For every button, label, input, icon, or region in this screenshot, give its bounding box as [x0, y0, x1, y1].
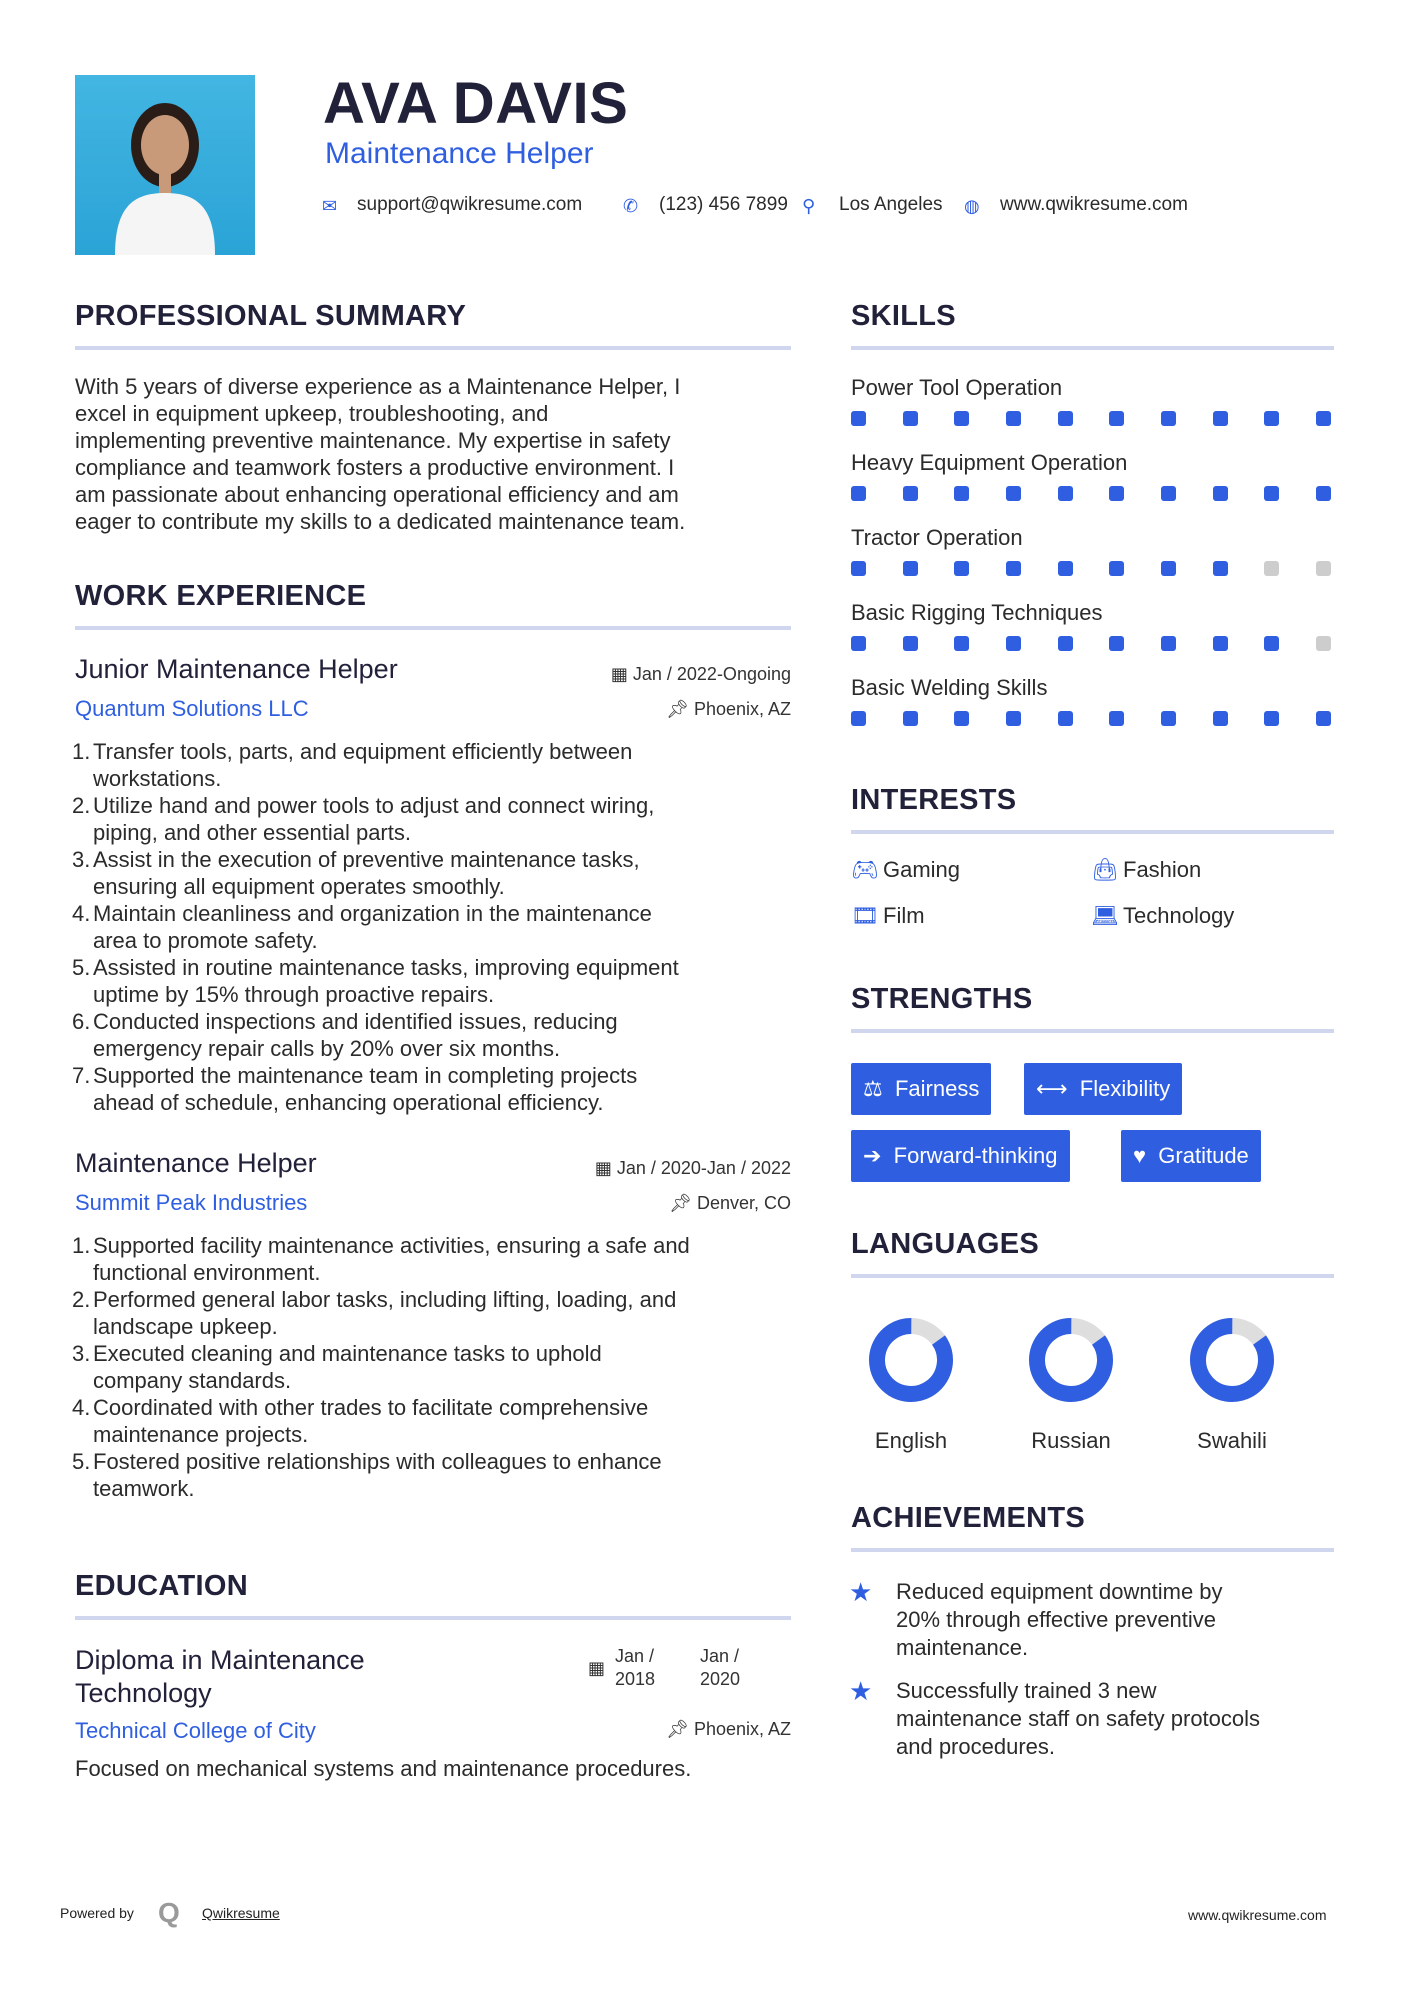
skill-level-dots	[851, 411, 1331, 426]
skill-level-dot	[1264, 561, 1279, 576]
globe-icon: ◍	[964, 196, 980, 216]
calendar-icon: ▦	[588, 1658, 606, 1678]
phone-icon: ✆	[623, 196, 639, 216]
calendar-icon: ▦	[594, 1158, 612, 1178]
education-start: Jan / 2018	[615, 1646, 656, 1689]
skill-level-dot	[1161, 636, 1176, 651]
skill-level-dot	[1006, 636, 1021, 651]
profile-photo	[75, 75, 255, 255]
skill-level-dot	[954, 486, 969, 501]
job-dates: ▦ Jan / 2020-Jan / 2022	[594, 1158, 791, 1178]
laptop-icon: 💻︎	[1091, 903, 1119, 928]
experience-heading: WORK EXPERIENCE	[75, 580, 367, 612]
list-item: 7. Supported the maintenance team in completing projects ahead of schedule, enhancing operational efficiency.	[72, 1063, 638, 1115]
skill-label: Basic Welding Skills	[851, 675, 1048, 700]
gamepad-icon: 🎮︎	[851, 857, 879, 882]
candidate-role: Maintenance Helper	[325, 137, 594, 170]
language-label: English	[874, 1428, 948, 1453]
skill-level-dot	[1161, 486, 1176, 501]
skill-level-dot	[954, 711, 969, 726]
language-donut	[1011, 1315, 1131, 1405]
summary-text: With 5 years of diverse experience as a Maintenance Helper, I excel in equipment upkeep, troubleshooting, and implementing preventive maintenance. My expertise in safety compliance and teamwork fosters a productive environment. I am passionate about enhancing operational efficiency and am eager to contribute my skills to a dedicated maintenance team.	[75, 374, 686, 534]
footer-site-link[interactable]: www.qwikresume.com	[1188, 1907, 1327, 1923]
contact-phone[interactable]: (123) 456 7899	[659, 194, 788, 215]
job-company[interactable]: Quantum Solutions LLC	[75, 696, 309, 721]
list-item: 2. Performed general labor tasks, including lifting, loading, and landscape upkeep.	[72, 1287, 677, 1339]
skills-list	[851, 375, 1334, 750]
languages-list	[851, 1315, 1334, 1455]
list-item: 4. Coordinated with other trades to facilitate comprehensive maintenance projects.	[72, 1395, 649, 1447]
skill-level-dot	[1264, 711, 1279, 726]
strengths-heading: STRENGTHS	[851, 983, 1033, 1015]
skill-level-dot	[903, 411, 918, 426]
language-donut-fill	[864, 1315, 959, 1405]
skill-level-dot	[1213, 711, 1228, 726]
skill-level-dot	[1006, 486, 1021, 501]
skill-level-dots	[851, 636, 1331, 651]
pin-icon: 📌︎	[666, 1719, 689, 1739]
heart-icon: ♥	[1133, 1143, 1147, 1168]
skill-level-dot	[1109, 636, 1124, 651]
degree-title: Diploma in Maintenance Technology	[75, 1645, 365, 1708]
skill-level-dot	[1264, 486, 1279, 501]
skill-item	[851, 675, 1334, 750]
pin-icon: 📌︎	[669, 1193, 692, 1213]
interests-divider	[851, 830, 1334, 834]
shopping-bag-icon: 👜︎	[1091, 857, 1119, 882]
job-title: Junior Maintenance Helper	[75, 654, 398, 684]
interest-item-technology: 💻︎ Technology	[1091, 903, 1235, 928]
achievement-item: Reduced equipment downtime by 20% through effective preventive maintenance.	[896, 1579, 1223, 1660]
skill-level-dot	[1058, 486, 1073, 501]
skills-heading: SKILLS	[851, 300, 956, 332]
brand-link[interactable]: Qwikresume	[202, 1905, 280, 1921]
contact-location: Los Angeles	[839, 194, 943, 215]
skill-level-dot	[903, 636, 918, 651]
job-company[interactable]: Summit Peak Industries	[75, 1190, 308, 1215]
skill-level-dot	[1109, 411, 1124, 426]
skill-level-dot	[1161, 411, 1176, 426]
skill-level-dot	[1316, 711, 1331, 726]
skill-level-dot	[1109, 711, 1124, 726]
skill-level-dot	[851, 561, 866, 576]
skill-level-dot	[1058, 711, 1073, 726]
skill-level-dot	[1316, 486, 1331, 501]
list-item: 4. Maintain cleanliness and organization in the maintenance area to promote safety.	[72, 901, 652, 953]
skill-level-dots	[851, 711, 1331, 726]
powered-by-label: Powered by	[60, 1905, 134, 1921]
qwikresume-logo-icon: Q	[158, 1897, 180, 1928]
job-title: Maintenance Helper	[75, 1148, 317, 1178]
language-donut-fill	[1185, 1315, 1280, 1405]
achievements-divider	[851, 1548, 1334, 1552]
skills-divider	[851, 346, 1334, 350]
language-label: Russian	[1031, 1428, 1111, 1453]
interest-item-fashion: 👜︎ Fashion	[1091, 857, 1202, 882]
skill-level-dot	[1316, 561, 1331, 576]
language-item	[851, 1315, 971, 1454]
skill-level-dot	[851, 711, 866, 726]
languages-heading: LANGUAGES	[851, 1228, 1039, 1260]
interest-item-gaming: 🎮︎ Gaming	[851, 857, 961, 882]
skill-level-dot	[1213, 561, 1228, 576]
job-duties	[72, 738, 791, 1116]
list-item: 3. Assist in the execution of preventive maintenance tasks, ensuring all equipment operates smoothly.	[72, 847, 640, 899]
list-item: 1. Supported facility maintenance activities, ensuring a safe and functional environment.	[72, 1233, 690, 1285]
skill-level-dot	[1006, 411, 1021, 426]
language-donut	[1172, 1315, 1292, 1405]
summary-heading: PROFESSIONAL SUMMARY	[75, 300, 467, 332]
job-location: 📌︎ Phoenix, AZ	[666, 699, 791, 719]
skill-level-dot	[903, 711, 918, 726]
skill-level-dot	[903, 561, 918, 576]
skill-level-dot	[851, 411, 866, 426]
list-item: 5. Fostered positive relationships with colleagues to enhance teamwork.	[72, 1449, 662, 1501]
calendar-icon: ▦	[610, 664, 628, 684]
strength-badge-forward-thinking: ➔ Forward-thinking	[851, 1130, 1070, 1182]
strength-badge-gratitude: ♥ Gratitude	[1121, 1130, 1261, 1182]
education-divider	[75, 1616, 791, 1620]
contact-website[interactable]: www.qwikresume.com	[1000, 194, 1188, 215]
film-icon: 🎞︎	[851, 903, 879, 928]
education-heading: EDUCATION	[75, 1570, 248, 1602]
job-location: 📌︎ Denver, CO	[669, 1193, 791, 1213]
skill-level-dot	[954, 411, 969, 426]
list-item: 3. Executed cleaning and maintenance tasks to uphold company standards.	[72, 1341, 602, 1393]
strength-badge-flexibility: ⟷ Flexibility	[1024, 1063, 1182, 1115]
skill-level-dot	[1264, 636, 1279, 651]
map-marker-icon: ⚲	[802, 196, 816, 216]
skill-label: Basic Rigging Techniques	[851, 600, 1103, 625]
pin-icon: 📌︎	[666, 699, 689, 719]
arrows-horizontal-icon: ⟷	[1036, 1076, 1068, 1101]
skill-level-dot	[954, 636, 969, 651]
education-school[interactable]: Technical College of City	[75, 1718, 316, 1743]
strength-badge-fairness: ⚖ Fairness	[851, 1063, 991, 1115]
language-label: Swahili	[1197, 1428, 1267, 1453]
job-duties	[72, 1232, 791, 1502]
skill-level-dot	[1161, 711, 1176, 726]
skill-label: Power Tool Operation	[851, 375, 1063, 400]
skill-level-dot	[1006, 711, 1021, 726]
skill-level-dot	[903, 486, 918, 501]
skill-level-dot	[1316, 636, 1331, 651]
skill-level-dot	[1006, 561, 1021, 576]
skill-item	[851, 450, 1334, 525]
skill-level-dot	[1213, 636, 1228, 651]
education-end: Jan / 2020	[700, 1646, 741, 1689]
star-icon: ★	[849, 1577, 873, 1607]
skill-level-dot	[1058, 561, 1073, 576]
skill-level-dots	[851, 561, 1331, 576]
skill-level-dot	[1316, 411, 1331, 426]
contact-email[interactable]: support@qwikresume.com	[357, 194, 583, 215]
skill-item	[851, 525, 1334, 600]
job-dates: ▦ Jan / 2022-Ongoing	[610, 664, 791, 684]
list-item: 6. Conducted inspections and identified issues, reducing emergency repair calls by 20% over six months.	[72, 1009, 618, 1061]
skill-item	[851, 375, 1334, 450]
list-item: 1. Transfer tools, parts, and equipment efficiently between workstations.	[72, 739, 633, 791]
strengths-divider	[851, 1029, 1334, 1033]
skill-level-dot	[1109, 486, 1124, 501]
interests-heading: INTERESTS	[851, 784, 1017, 816]
skill-label: Heavy Equipment Operation	[851, 450, 1128, 475]
candidate-name: AVA DAVIS	[323, 71, 629, 136]
skill-level-dot	[851, 636, 866, 651]
skill-level-dot	[1058, 636, 1073, 651]
arrow-right-icon: ➔	[863, 1143, 882, 1168]
skill-level-dots	[851, 486, 1331, 501]
list-item: 2. Utilize hand and power tools to adjust and connect wiring, piping, and other essential parts.	[72, 793, 655, 845]
skill-level-dot	[1213, 486, 1228, 501]
language-donut	[851, 1315, 971, 1405]
skill-level-dot	[1161, 561, 1176, 576]
language-item	[1011, 1315, 1131, 1454]
skill-level-dot	[1264, 411, 1279, 426]
skill-item	[851, 600, 1334, 675]
envelope-icon: ✉	[322, 196, 338, 216]
balance-scale-icon: ⚖	[863, 1076, 883, 1101]
skill-level-dot	[1058, 411, 1073, 426]
summary-divider	[75, 346, 791, 350]
education-note: Focused on mechanical systems and maintenance procedures.	[75, 1756, 692, 1781]
achievement-item: Successfully trained 3 new maintenance staff on safety protocols and procedures.	[896, 1678, 1261, 1759]
skill-level-dot	[954, 561, 969, 576]
languages-divider	[851, 1274, 1334, 1278]
list-item: 5. Assisted in routine maintenance tasks, improving equipment uptime by 15% through proactive repairs.	[72, 955, 679, 1007]
star-icon: ★	[849, 1676, 873, 1706]
skill-level-dot	[1109, 561, 1124, 576]
achievements-heading: ACHIEVEMENTS	[851, 1502, 1086, 1534]
skill-level-dot	[851, 486, 866, 501]
skill-label: Tractor Operation	[851, 525, 1023, 550]
skill-level-dot	[1213, 411, 1228, 426]
language-item	[1172, 1315, 1292, 1454]
experience-divider	[75, 626, 791, 630]
interest-item-film: 🎞︎ Film	[851, 903, 925, 928]
education-location: 📌︎ Phoenix, AZ	[666, 1719, 791, 1739]
language-donut-fill	[1024, 1315, 1119, 1405]
